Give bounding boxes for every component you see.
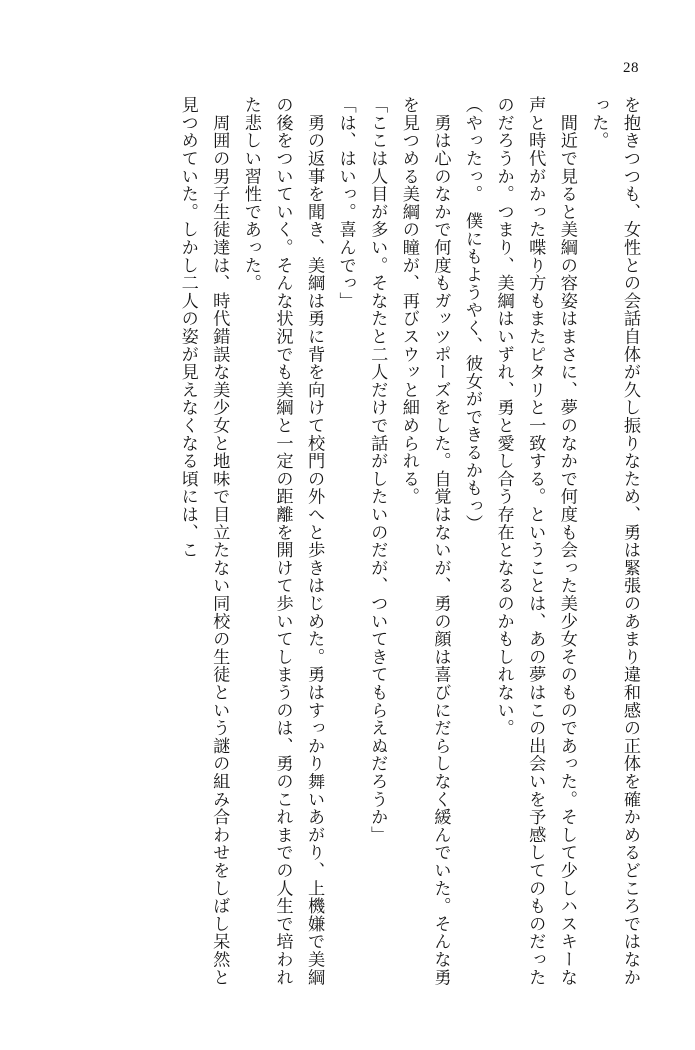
paragraph: 間近で見ると美綱の容姿はまさに、夢のなかで何度も会った美少女そのものであった。そして少しハスキーな声と時代がかった喋り方もまたピタリと一致する。ということは、あの夢はこの出会いを予感してのものだったのだろうか。つまり、美綱はいずれ、勇と愛し合う存在となるのかもしれない。 <box>494 96 577 986</box>
paragraph: 勇の返事を聞き、美綱は勇に背を向けて校門の外へと歩きはじめた。勇はすっかり舞いあがり、上機嫌で美綱の後をついていく。そんな状況でも美綱と一定の距離を開けて歩いてしまうのは、勇のこれまでの人生で培われた悲しい習性であった。 <box>241 96 325 986</box>
paragraph: 「ここは人目が多い。そなたと二人だけで話がしたいのだが、ついてきてもらえぬだろうか」 <box>368 96 388 844</box>
paragraph: を抱きつつも、女性との会話自体が久し振りなため、勇は緊張のあまり違和感の正体を確かめるどころではなかった。 <box>589 96 640 986</box>
page-number: 28 <box>623 60 639 76</box>
paragraph: 「は、はいっ。喜んでっ」 <box>336 96 356 310</box>
paragraph: （やったっ。 僕にもようやく、彼女ができるかもっ） <box>463 96 483 533</box>
paragraph: 勇は心のなかで何度もガッツポーズをした。自覚はないが、勇の顔は喜びにだらしなく緩んでいた。そんな勇を見つめる美綱の瞳が、再びスウッと細められる。 <box>399 96 451 986</box>
paragraph: 周囲の男子生徒達は、時代錯誤な美少女と地味で目立たない同校の生徒という謎の組み合わせをしばし呆然と見つめていた。しかし二人の姿が見えなくなる頃には、こ <box>178 96 230 986</box>
page-text-body <box>48 96 646 986</box>
